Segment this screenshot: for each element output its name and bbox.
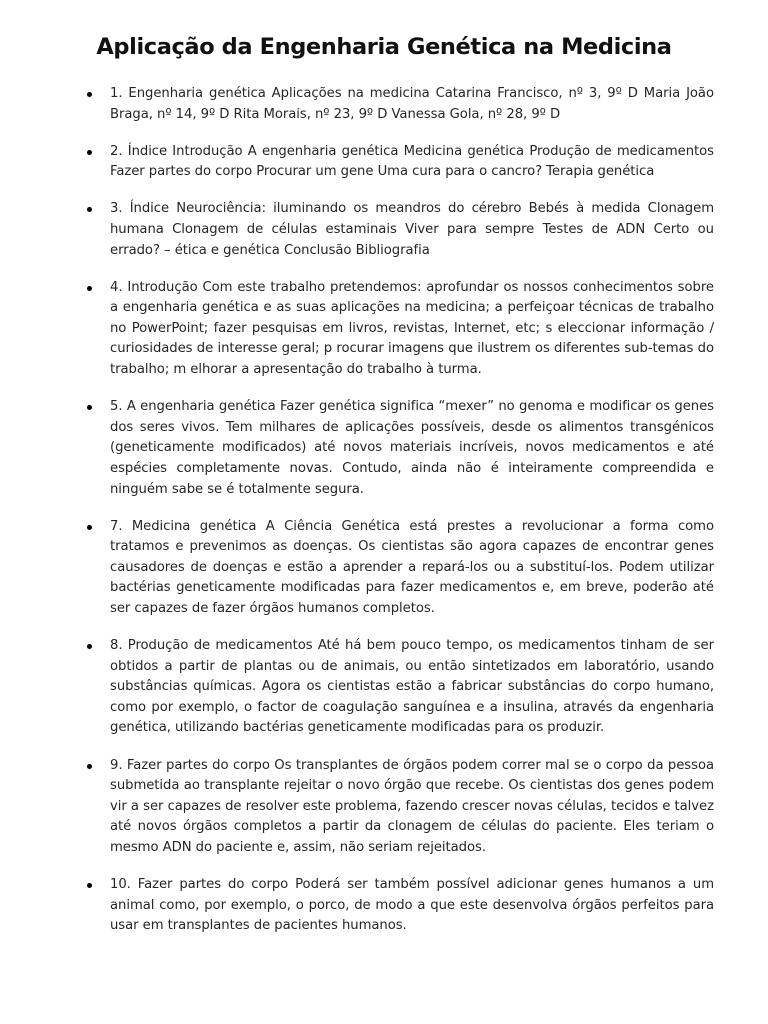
bullet-dot-icon (87, 405, 92, 410)
bullet-item-7 (0, 517, 768, 620)
bullet-dot-icon (87, 883, 92, 888)
bullet-list (0, 84, 768, 953)
bullet-dot-icon (87, 286, 92, 291)
bullet-item-8 (0, 636, 768, 739)
bullet-dot-icon (87, 150, 92, 155)
document-title: Aplicação da Engenharia Genética na Medicina (96, 34, 672, 60)
bullet-text: 8. Produção de medicamentos Até há bem pouco tempo, os medicamentos tinham de ser obtidos a partir de plantas ou de animais, ou então sintetizados em laboratório, usando substâncias químicas. Agora os cientistas estão a fabricar substâncias do corpo humano, como por exemplo, o factor de coagulação sanguínea e a insulina, através da engenharia genética, utilizando bactérias geneticamente modificadas para os produzir. (110, 638, 714, 736)
bullet-text: 2. Índice Introdução A engenharia genética Medicina genética Produção de medicamentos Fazer partes do corpo Procurar um gene Uma cura para o cancro? Terapia genética (110, 143, 714, 180)
bullet-text: 7. Medicina genética A Ciência Genética está prestes a revolucionar a forma como tratamos e prevenimos as doenças. Os cientistas são agora capazes de encontrar genes causadores de doenças e estão a aprender a repará-los ou a substituí-los. Podem utilizar bactérias geneticamente modificadas para fazer medicamentos e, em breve, poderão até ser capazes de fazer órgãos humanos completos. (110, 518, 714, 616)
bullet-text: 10. Fazer partes do corpo Poderá ser também possível adicionar genes humanos a um animal como, por exemplo, o porco, de modo a que este desenvolva órgãos perfeitos para usar em transplantes de pacientes humanos. (110, 877, 714, 934)
bullet-text: 3. Índice Neurociência: iluminando os meandros do cérebro Bebés à medida Clonagem humana Clonagem de células estaminais Viver para sempre Testes de ADN Certo ou errado? – ética e genética Conclusão Bibliografia (110, 201, 714, 258)
bullet-text: 5. A engenharia genética Fazer genética significa “mexer” no genoma e modificar os genes dos seres vivos. Tem milhares de aplicações possíveis, desde os alimentos transgénicos (geneticamente modificados) até novos materiais incríveis, novos medicamentos e até espécies completamente novas. Contudo, ainda não é inteiramente compreendida e ninguém sabe se é totalmente segura. (110, 399, 714, 497)
bullet-text: 1. Engenharia genética Aplicações na medicina Catarina Francisco, nº 3, 9º D Maria João Braga, nº 14, 9º D Rita Morais, nº 23, 9º D Vanessa Gola, nº 28, 9º D (110, 86, 714, 122)
bullet-item-9 (0, 756, 768, 859)
bullet-dot-icon (87, 207, 92, 212)
bullet-item-2 (0, 142, 768, 183)
bullet-item-1 (0, 84, 768, 125)
bullet-item-4 (0, 278, 768, 381)
bullet-dot-icon (87, 644, 92, 649)
bullet-text: 9. Fazer partes do corpo Os transplantes de órgãos podem correr mal se o corpo da pessoa submetida ao transplante rejeitar o novo órgão que recebe. Os cientistas dos genes podem vir a ser capazes de resolver este problema, fazendo crescer novas células, tecidos e talvez até novos órgãos completos a partir da clonagem de células do paciente. Eles teriam o mesmo ADN do paciente e, assim, não seriam rejeitados. (110, 757, 714, 855)
bullet-dot-icon (87, 92, 92, 97)
bullet-item-5 (0, 397, 768, 500)
bullet-dot-icon (87, 764, 92, 769)
bullet-dot-icon (87, 525, 92, 530)
bullet-text: 4. Introdução Com este trabalho pretendemos: aprofundar os nossos conhecimentos sobre a engenharia genética e as suas aplicações na medicina; a perfeiçoar técnicas de trabalho no PowerPoint; fazer pesquisas em livros, revistas, Internet, etc; s eleccionar informação / curiosidades de interesse geral; p rocurar imagens que ilustrem os diferentes sub-temas do trabalho; m elhorar a apresentação do trabalho à turma. (110, 279, 714, 378)
bullet-item-10 (0, 875, 768, 937)
bullet-item-3 (0, 199, 768, 261)
